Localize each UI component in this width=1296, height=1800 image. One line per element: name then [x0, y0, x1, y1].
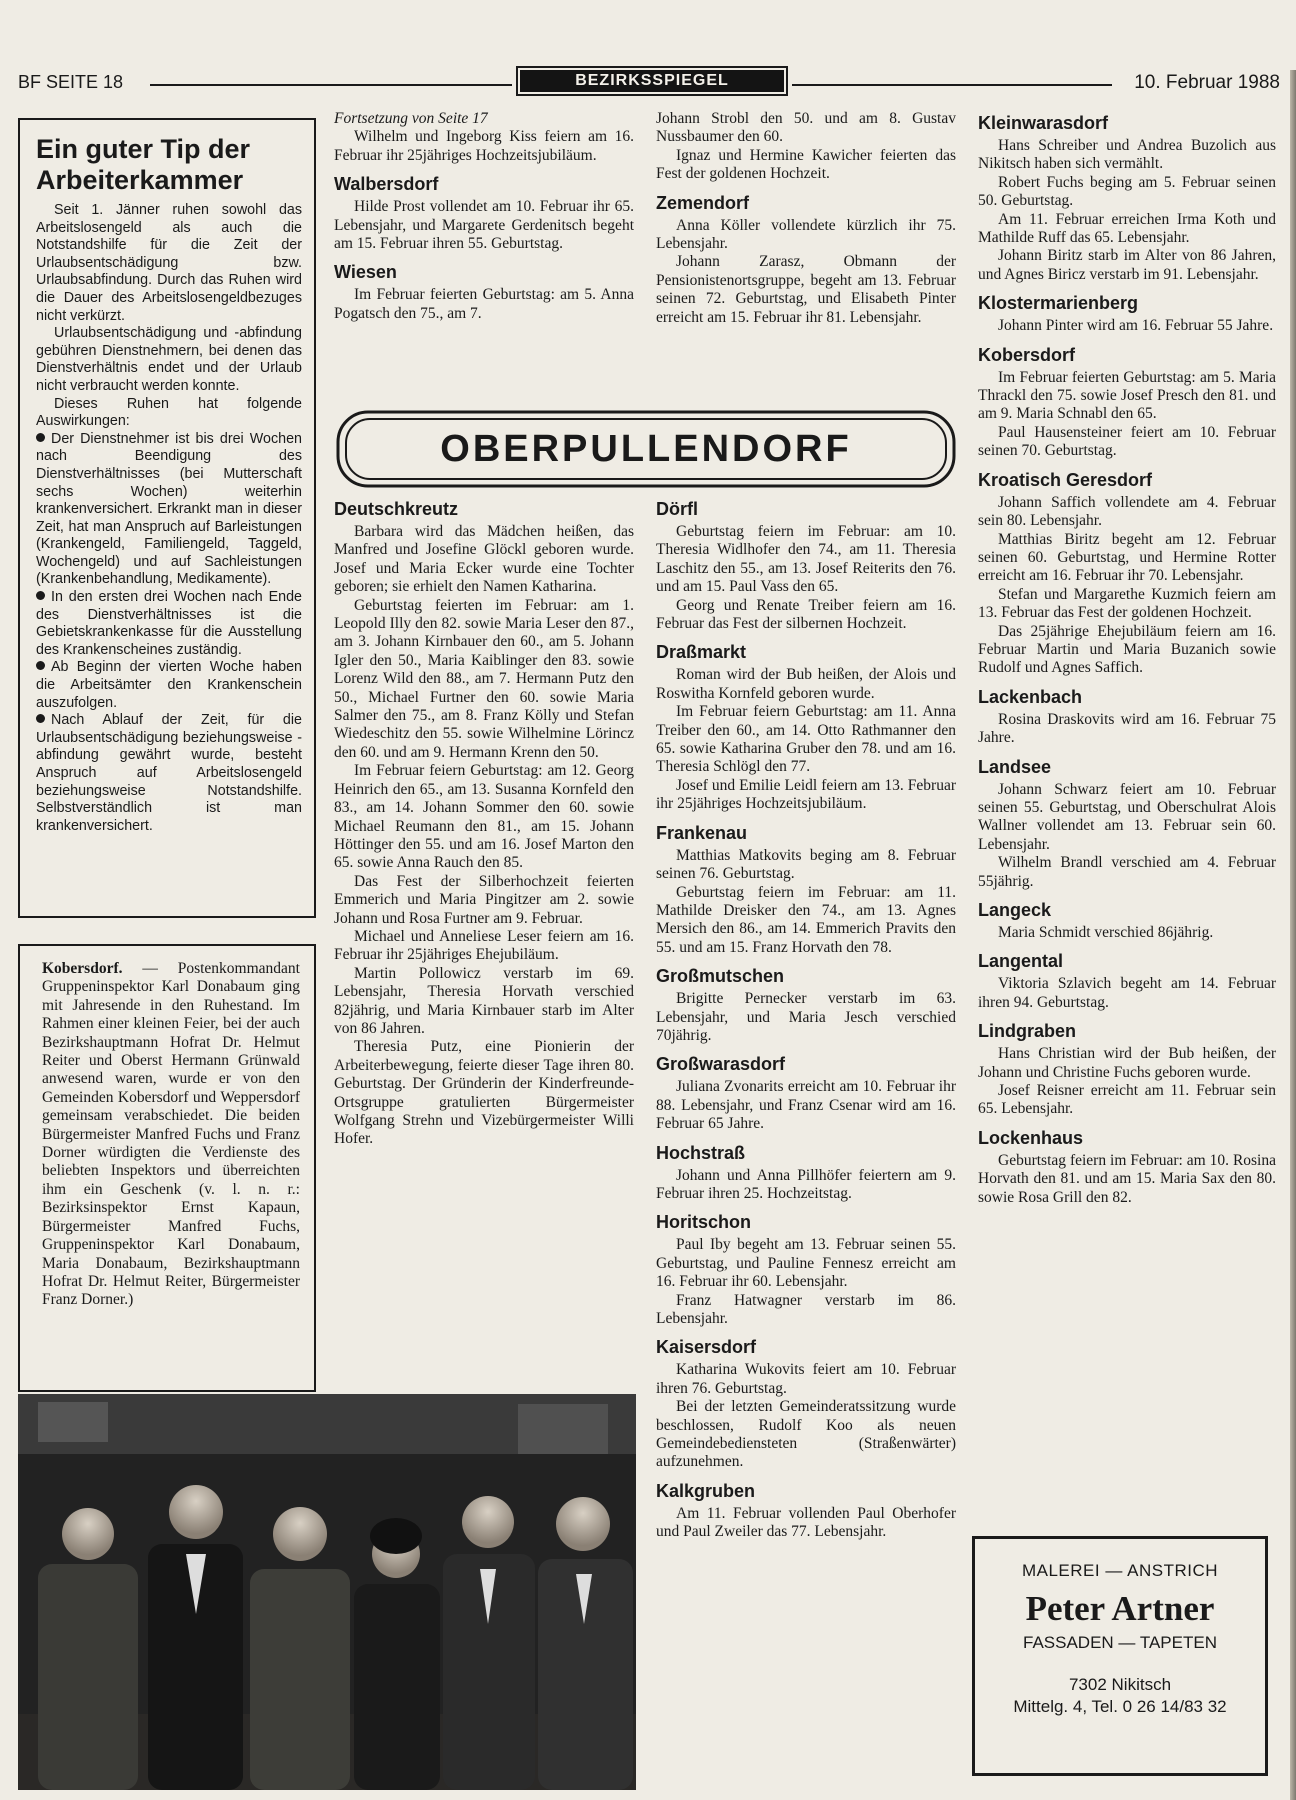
tip-title: Ein guter Tip der Arbeiterkammer	[36, 134, 251, 195]
heading-kleinwarasdorf: Kleinwarasdorf	[978, 113, 1109, 133]
tip-paragraph: Seit 1. Jänner ruhen sowohl das Arbeitslosengeld als auch die Notstandshilfe für die Zeit der Urlaubsentschädigung bzw. Urlaubsabfindung. Durch das Ruhen wird die Dauer des Arbeitslosengeldbezuges nicht verkürzt.	[36, 202, 302, 324]
article-paragraph: Hans Christian wird der Bub heißen, der Johann und Christine Fuchs geboren wurde.	[978, 1045, 1276, 1081]
article-paragraph: Brigitte Pernecker verstarb im 63. Lebensjahr, und Maria Jesch verschied 70jährig.	[656, 990, 956, 1044]
article-paragraph: Stefan und Margarethe Kuzmich feiern am 13. Februar das Fest der goldenen Hochzeit.	[978, 585, 1276, 622]
bullet-icon	[36, 714, 45, 723]
heading-lockenhaus: Lockenhaus	[978, 1127, 1084, 1148]
column-4	[978, 110, 1276, 1207]
kobersdorf-caption: Kobersdorf. — Postenkommandant Gruppeninspektor Karl Donabaum ging mit Jahresende in den Ruhestand. Im Rahmen einer kleinen Feier, bei der auch Bezirkshauptmann Hofrat Dr. Helmut Reiter und Oberst Hermann Grünwald anwesend waren, wurde er von den Gemeinden Kobersdorf und Weppersdorf gemeinsam verabschiedet. Die beiden Bürgermeister Manfred Fuchs und Franz Dorner würdigten die Verdienste des beliebten Inspektors und überreichten ihm ein Geschenk (v. l. n. r.: Bezirksinspektor Ernst Kapaun, Bürgermeister Manfred Fuchs, Gruppeninspektor Karl Donabaum, Maria Donabaum, Bezirkshauptmann Hofrat Dr. Helmut Reiter, Bürgermeister Franz Dorner.)	[42, 960, 300, 1309]
bullet-icon	[36, 591, 45, 600]
article-paragraph: Im Februar feiern Geburtstag: am 12. Georg Heinrich den 65., am 13. Susanna Kornfeld den 83., am 14. Johann Sommer den 60. sowie Michael Reumann den 81., am 15. Johann Höttinger den 55. und am 16. Josef Marton den 65. sowie Anna Rauch den 85.	[334, 762, 634, 872]
group-photo-illustration	[18, 1394, 636, 1790]
heading-kalkgruben: Kalkgruben	[656, 1480, 756, 1501]
issue-date: 10. Februar 1988	[1134, 72, 1280, 93]
article-paragraph: Michael und Anneliese Leser feiern am 16. Februar ihr 25jähriges Ehejubiläum.	[334, 927, 634, 964]
article-paragraph: Im Februar feierten Geburtstag: am 5. Maria Thrackl den 75. sowie Josef Presch den 81. und am 9. Maria Schnabl den 65.	[978, 368, 1276, 423]
article-paragraph: Wilhelm Brandl verschied am 4. Februar 55jährig.	[978, 854, 1276, 890]
ad-line-services: MALEREI — ANSTRICH	[1021, 1561, 1219, 1580]
header-rule-left	[150, 84, 512, 86]
heading-doerfl: Dörfl	[656, 499, 698, 519]
article-paragraph: Johann Strobl den 50. und am 8. Gustav Nussbaumer den 60.	[656, 110, 956, 146]
group-photo	[18, 1394, 636, 1790]
article-paragraph: Josef und Emilie Leidl feiern am 13. Februar ihr 25jähriges Hochzeitsjubiläum.	[656, 776, 956, 813]
article-paragraph: Paul Iby begeht am 13. Februar seinen 55. Geburtstag, und Pauline Fennesz erreicht am 16. Februar ihr 60. Lebensjahr.	[656, 1236, 956, 1291]
heading-kaisersdorf: Kaisersdorf	[656, 1337, 757, 1358]
heading-horitschon: Horitschon	[656, 1212, 752, 1233]
article-paragraph: Johann Biritz starb im Alter von 86 Jahren, und Agnes Biricz verstarb im 91. Lebensjahr.	[978, 247, 1276, 283]
article-paragraph: Geburtstag feiern im Februar: am 10. Theresia Widlhofer den 74., am 11. Theresia Laschitz den 55., am 13. Josef Reiterits den 76. und am 15. Paul Vass den 65.	[656, 523, 956, 596]
kobersdorf-caption-box	[18, 944, 316, 1392]
heading-grossmutschen: Großmutschen	[656, 966, 785, 987]
banner-title: OBERPULLENDORF	[440, 428, 852, 470]
column-3-top	[656, 110, 956, 327]
article-paragraph: Am 11. Februar erreichen Irma Koth und Mathilde Ruff das 65. Lebensjahr.	[978, 210, 1276, 247]
article-paragraph: Barbara wird das Mädchen heißen, das Manfred und Josefine Glöckl geboren wurde. Josef und Maria Ecker wurde eine Tochter geboren; sie erhielt den Namen Katharina.	[334, 523, 634, 596]
article-paragraph: Geburtstag feiern im Februar: am 10. Rosina Horvath den 81. und am 15. Maria Sax den 80. sowie Rosa Grill den 82.	[978, 1151, 1276, 1206]
heading-kobersdorf: Kobersdorf	[978, 344, 1076, 365]
heading-lindgraben: Lindgraben	[978, 1021, 1076, 1042]
article-paragraph: Johann Saffich vollendete am 4. Februar sein 80. Lebensjahr.	[978, 493, 1276, 530]
heading-landsee: Landsee	[978, 756, 1052, 777]
article-paragraph: Johann Zarasz, Obmann der Pensionistenortsgruppe, begeht am 13. Februar seinen 72. Geburtstag, und Elisabeth Pinter erreicht am 15. Februar ihr 81. Lebensjahr.	[656, 253, 956, 326]
article-paragraph: Rosina Draskovits wird am 16. Februar 75 Jahre.	[978, 710, 1276, 747]
article-paragraph: Im Februar feiern Geburtstag: am 11. Anna Treiber den 60., am 14. Otto Rathmanner den 65. sowie Katharina Gruber den 78. und am 16. Theresia Schlögl den 77.	[656, 703, 956, 776]
column-2	[334, 496, 634, 1149]
heading-deutschkreutz: Deutschkreutz	[334, 499, 459, 519]
tip-paragraph: Dieses Ruhen hat folgende Auswirkungen:	[36, 395, 302, 430]
heading-grosswarasdorf: Großwarasdorf	[656, 1054, 786, 1075]
heading-hochstrass: Hochstraß	[656, 1142, 746, 1163]
column-3	[656, 496, 956, 1542]
article-paragraph: Paul Hausensteiner feiert am 10. Februar seinen 70. Geburtstag.	[978, 423, 1276, 460]
article-paragraph: Georg und Renate Treiber feiern am 16. Februar das Fest der silbernen Hochzeit.	[656, 596, 956, 633]
article-paragraph: Johann Schwarz feiert am 10. Februar seinen 55. Geburtstag, und Oberschulrat Alois Wallner vollendet am 13. Februar sein 60. Lebensjahr.	[978, 780, 1276, 853]
heading-walbersdorf: Walbersdorf	[334, 174, 439, 195]
heading-kroatisch-geresdorf: Kroatisch Geresdorf	[978, 469, 1153, 490]
article-paragraph: Am 11. Februar vollenden Paul Oberhofer und Paul Zweiler das 77. Lebensjahr.	[656, 1504, 956, 1541]
article-paragraph: Hilde Prost vollendet am 10. Februar ihr 65. Lebensjahr, und Margarete Gerdenitsch begeht am 15. Februar ihren 55. Geburtstag.	[334, 198, 634, 253]
article-paragraph: Katharina Wukovits feiert am 10. Februar ihren 76. Geburtstag.	[656, 1361, 956, 1397]
heading-zemendorf: Zemendorf	[656, 192, 750, 213]
article-paragraph: Johann und Anna Pillhöfer feiertern am 9. Februar ihren 25. Hochzeitstag.	[656, 1166, 956, 1202]
article-paragraph: Geburtstag feiern im Februar: am 11. Mathilde Dreisker den 74., am 13. Agnes Mersich den 86., am 14. Emmerich Pravits den 55. und am 15. Franz Horvath den 78.	[656, 883, 956, 956]
heading-klostermarienberg: Klostermarienberg	[978, 293, 1139, 314]
heading-langeck: Langeck	[978, 900, 1052, 920]
article-paragraph: Robert Fuchs beging am 5. Februar seinen 50. Geburtstag.	[978, 173, 1276, 210]
continuation-note: Fortsetzung von Seite 17	[334, 110, 488, 127]
bullet-icon	[36, 661, 45, 670]
article-paragraph: Roman wird der Bub heißen, der Alois und Roswitha Kornfeld geboren wurde.	[656, 666, 956, 702]
article-paragraph: Josef Reisner erreicht am 11. Februar sein 65. Lebensjahr.	[978, 1082, 1276, 1118]
article-paragraph: Juliana Zvonarits erreicht am 10. Februar ihr 88. Lebensjahr, und Franz Csenar wird am 16. Februar 65 Jahre.	[656, 1078, 956, 1133]
article-paragraph: Geburtstag feierten im Februar: am 1. Leopold Illy den 82. sowie Maria Leser den 87., am 3. Johann Kirnbauer den 60., am 5. Johann Igler den 50., Maria Kaiblinger den 83. sowie Lorenz Wild den 88., am 7. Hermann Putz den 50., Michael Furtner den 60. sowie Maria Salmer den 75., am 8. Franz Kölly und Stefan Wiedeschitz den 55. sowie Wilhelmine Lörincz den 60. und am 9. Hermann Krenn den 50.	[334, 596, 634, 761]
page-number: BF SEITE 18	[18, 72, 124, 92]
tip-paragraph: Urlaubsentschädigung und -abfindung gebühren Dienstnehmern, bei denen das Dienstverhältnis endet und der Urlaub nicht verbraucht werden konnte.	[36, 325, 302, 394]
article-paragraph: Anna Köller vollendete kürzlich ihr 75. Lebensjahr.	[656, 216, 956, 253]
ad-company-name: Peter Artner	[1025, 1589, 1215, 1628]
bullet-icon	[36, 433, 45, 442]
article-paragraph: Das Fest der Silberhochzeit feierten Emmerich und Maria Pingitzer am 2. sowie Johann und Rosa Furtner am 9. Februar.	[334, 872, 634, 927]
tip-bullet: In den ersten drei Wochen nach Ende des Dienstverhältnisses ist die Gebietskrankenkasse für die Ausstellung des Krankenscheines zuständig.	[36, 589, 302, 658]
article-paragraph: Hans Schreiber und Andrea Buzolich aus Nikitsch haben sich vermählt.	[978, 137, 1276, 173]
heading-wiesen: Wiesen	[334, 262, 397, 283]
article-paragraph: Matthias Biritz begeht am 12. Februar seinen 60. Geburtstag, und Hermine Rotter erreicht am 16. Februar ihr 70. Lebensjahr.	[978, 530, 1276, 585]
article-paragraph: Johann Pinter wird am 16. Februar 55 Jahre.	[998, 317, 1274, 335]
header-rule-right	[792, 84, 1112, 86]
page-edge-shadow	[1290, 70, 1296, 1800]
heading-drassmarkt: Draßmarkt	[656, 642, 747, 663]
article-paragraph: Das 25jährige Ehejubiläum feiern am 16. Februar Martin und Maria Buzanich sowie Rudolf und Agnes Saffich.	[978, 622, 1276, 677]
arbeiterkammer-tip-box	[18, 118, 316, 918]
article-paragraph: Viktoria Szlavich begeht am 14. Februar ihren 94. Geburtstag.	[978, 975, 1276, 1011]
heading-frankenau: Frankenau	[656, 822, 748, 843]
section-title: BEZIRKSSPIEGEL	[520, 70, 784, 92]
article-paragraph: Theresia Putz, eine Pionierin der Arbeiterbewegung, feierte dieser Tage ihren 80. Geburtstag. Der Gründerin der Kinderfreunde-Ortsgruppe gratulierten Bürgermeister Wolfgang Strehn und Vizebürgermeister Willi Hofer.	[334, 1038, 634, 1148]
tip-bullet: Nach Ablauf der Zeit, für die Urlaubsentschädigung beziehungsweise -abfindung gewährt wurde, besteht Anspruch auf Arbeitslosengeld beziehungsweise Notstandshilfe. Selbstverständlich ist man krankenversichert.	[36, 712, 302, 834]
article-paragraph: Wilhelm und Ingeborg Kiss feiern am 16. Februar ihr 25jähriges Hochzeitsjubiläum.	[334, 128, 634, 164]
article-paragraph: Matthias Matkovits beging am 8. Februar seinen 76. Geburtstag.	[656, 846, 956, 883]
district-banner	[336, 410, 956, 488]
article-paragraph: Martin Pollowicz verstarb im 69. Lebensjahr, Theresia Horvath verschied 82jährig, und Maria Kirnbauer starb im Alter von 86 Jahren.	[334, 964, 634, 1037]
tip-bullet: Ab Beginn der vierten Woche haben die Arbeitsämter den Krankenschein auszufolgen.	[36, 659, 302, 711]
article-paragraph: Ignaz und Hermine Kawicher feierten das Fest der goldenen Hochzeit.	[656, 146, 956, 183]
article-paragraph: Maria Schmidt verschied 86jährig.	[998, 924, 1214, 941]
heading-lackenbach: Lackenbach	[978, 686, 1083, 707]
heading-langental: Langental	[978, 951, 1064, 972]
tip-bullet: Der Dienstnehmer ist bis drei Wochen nach Beendigung des Dienstverhältnisses (bei Mutterschaft sechs Wochen) weiterhin krankenversichert. Erkrankt man in dieser Zeit, hat man Anspruch auf Barleistungen (Krankengeld, Familiengeld, Taggeld, Wochengeld) und auf Sachleistungen (Krankenbehandlung, Medikamente).	[36, 430, 302, 588]
section-badge	[516, 66, 788, 96]
ad-line-services-2: FASSADEN — TAPETEN	[1023, 1633, 1217, 1652]
ad-address-phone: Mittelg. 4, Tel. 0 26 14/83 32	[1013, 1697, 1227, 1716]
article-paragraph: Franz Hatwagner verstarb im 86. Lebensjahr.	[656, 1291, 956, 1327]
ad-address-town: 7302 Nikitsch	[1068, 1675, 1172, 1694]
article-paragraph: Bei der letzten Gemeinderatssitzung wurde beschlossen, Rudolf Koo als neuen Gemeindebediensteten (Straßenwärter) aufzunehmen.	[656, 1398, 956, 1471]
article-paragraph: Im Februar feierten Geburtstag: am 5. Anna Pogatsch den 75., am 7.	[334, 286, 634, 322]
column-2-top	[334, 110, 634, 323]
advertisement-peter-artner	[972, 1536, 1268, 1776]
